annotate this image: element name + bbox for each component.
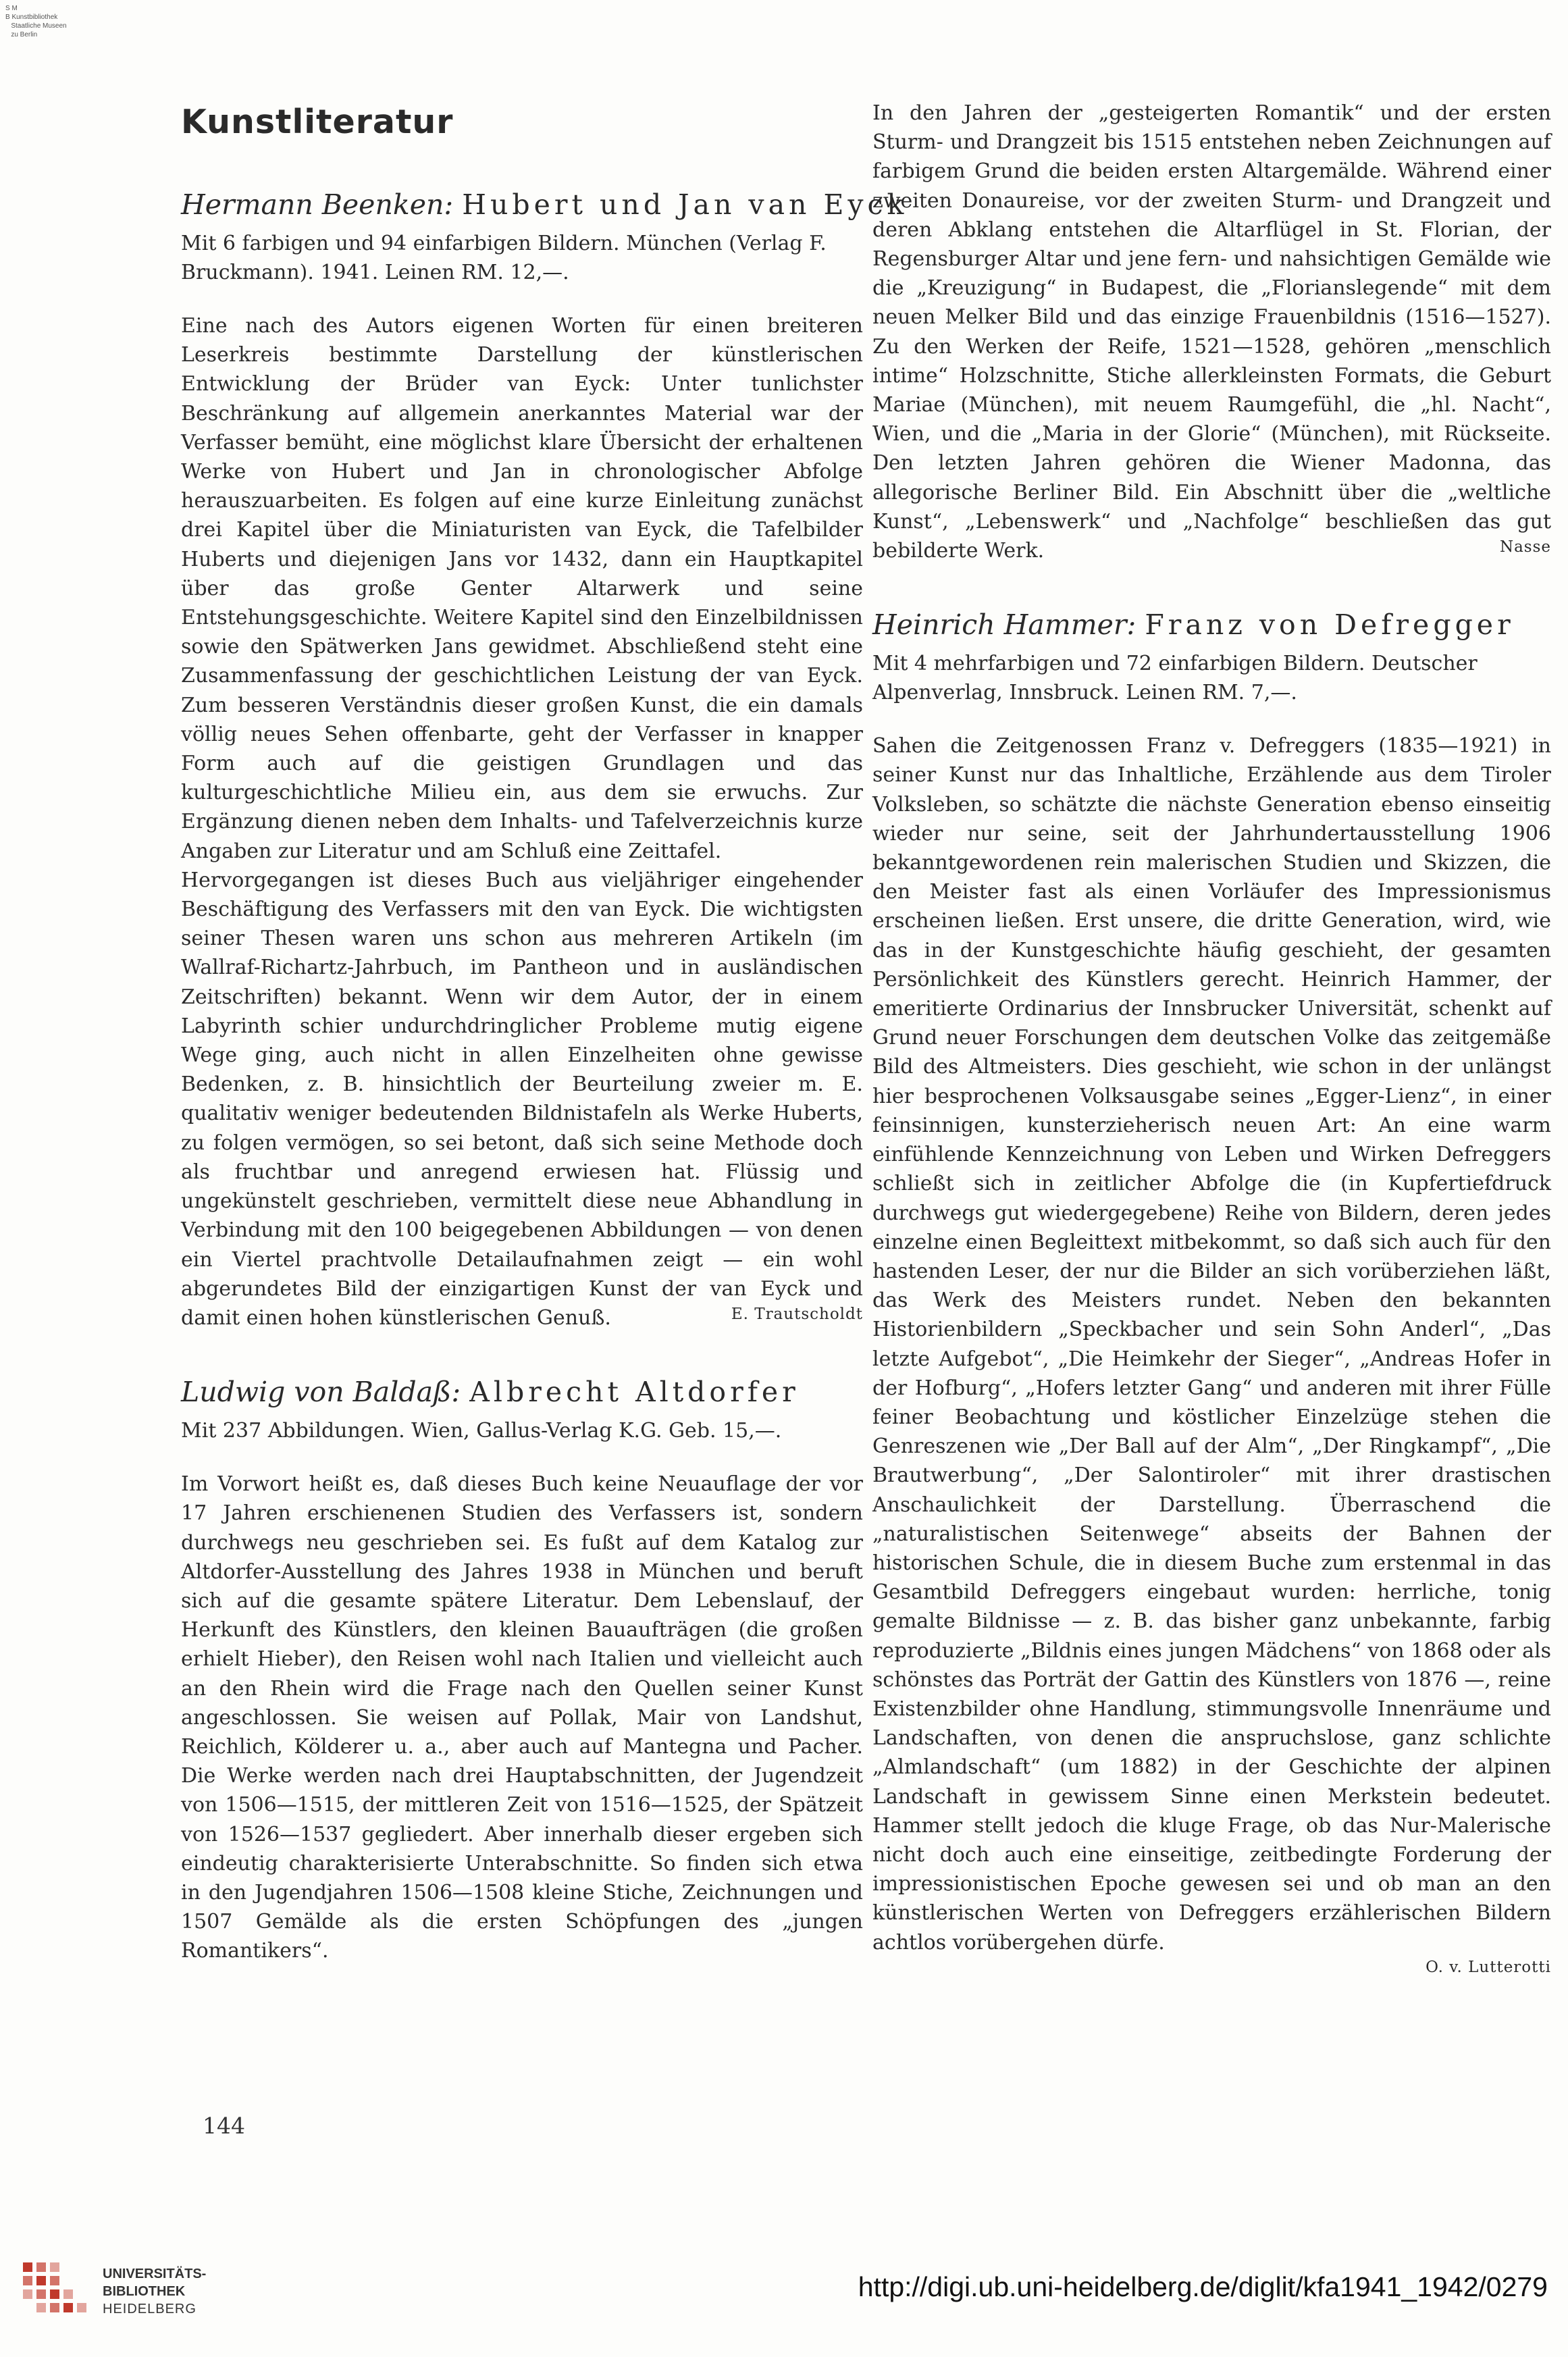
review-book-title: Hubert und Jan van Eyck [462, 188, 908, 221]
section-title: Kunstliteratur [181, 103, 454, 141]
review-book-title: Albrecht Altdorfer [469, 1376, 800, 1409]
left-column [181, 186, 908, 1966]
review-paragraph: In den Jahren der „gesteigerten Romantik“ und der ersten Sturm- und Drangzeit bis 1515 entstehen neben Zeichnungen auf farbigem Grund die beiden ersten Altargemälde. Während einer zweiten Donaureise, vor der zweiten Sturm- und Drangzeit und deren Abklang entstehen die Altarflügel in St. Florian, der Regensburger Altar und jene fern- und nahsichtigen Gemälde wie die „Kreuzigung“ in Budapest, die „Florianslegende“ mit dem neuen Melker Bild und das einzige Frauenbildnis (1516—1527). Zu den Werken der Reife, 1521—1528, gehören „menschlich intime“ Holzschnitte, Stiche allerkleinsten Formats, die Geburt Mariae (München), mit neuem Raumgefühl, die „hl. Nacht“, Wien, und die „Maria in der Glorie“ (München), mit Rückseite. Den letzten Jahren gehören die Wiener Madonna, das allegorische Berliner Bild. Ein Abschnitt über die „weltliche Kunst“, „Lebenswerk“ und „Nachfolge“ beschließen das gut bebilderte Werk. [872, 101, 1551, 563]
logo-line: BIBLIOTHEK [103, 2284, 186, 2299]
review-title-hammer [872, 606, 1551, 644]
review-author: Heinrich Hammer: [872, 608, 1136, 642]
review-body [181, 1470, 863, 1965]
review-title-beenken [181, 186, 908, 224]
right-column [872, 99, 1551, 2026]
review-signature: Nasse [1499, 538, 1551, 556]
review-bibliography: Mit 4 mehrfarbigen und 72 einfarbigen Bildern. Deutscher Alpenverlag, Innsbruck. Leinen RM. 7,—. [872, 652, 1478, 705]
review-book-title: Franz von Defregger [1145, 608, 1515, 642]
university-library-logo[interactable] [16, 2254, 246, 2335]
page-number: 144 [203, 2113, 245, 2139]
library-name [103, 2265, 206, 2318]
review-paragraph: Eine nach des Autors eigenen Worten für einen breiteren Leserkreis bestimmte Darstellung der künstlerischen Entwicklung der Brüder van Eyck: Unter tunlichster Beschränkung auf allgemein anerkanntes Material war der Verfasser bemüht, eine möglichst klare Übersicht der erhaltenen Werke von Hubert und Jan in chronologischer Abfolge herauszuarbeiten. Es folgen auf eine kurze Einleitung zunächst drei Kapitel über die Miniaturisten van Eyck, die Tafelbilder Huberts und diejenigen Jans vor 1432, dann ein Hauptkapitel über das große Genter Altarwerk und seine Entstehungsgeschichte. Weitere Kapitel sind den Einzelbildnissen sowie den Spätwerken Jans gewidmet. Abschließend steht eine Zusammenfassung der geschichtlichen Leistung der van Eyck. Zum besseren Verständnis dieser großen Kunst, die ein damals völlig neues Sehen offenbarte, geht der Verfasser in knapper Form auch auf die geistigen Grundlagen und das kulturgeschichtliche Milieu ein, aus dem sie erwuchs. Zur Ergänzung dienen neben dem Inhalts- und Tafelverzeichnis kurze Angaben zur Literatur und am Schluß eine Zeittafel. [181, 314, 863, 863]
review-author: Ludwig von Baldaß: [181, 1376, 461, 1409]
review-body [872, 731, 1551, 1957]
review-paragraph: Im Vorwort heißt es, daß dieses Buch keine Neuauflage der vor 17 Jahren erschienenen Studien des Verfassers ist, sondern durchwegs neu geschrieben sei. Es fußt auf dem Katalog zur Altdorfer-Ausstellung des Jahres 1938 in München und beruft sich auf die gesamte spätere Literatur. Dem Lebenslauf, der Herkunft des Künstlers, den kleinen Bauaufträgen (die großen erhielt Hieber), den Reisen wohl nach Italien und vielleicht auch an den Rhein wird die Frage nach den Quellen seiner Kunst angeschlossen. Sie weisen auf Pollak, Mair von Landshut, Reichlich, Kölderer u. a., aber auch auf Mantegna und Pacher. Die Werke werden nach drei Hauptabschnitten, der Jugendzeit von 1506—1515, der mittleren Zeit von 1516—1525, der Spätzeit von 1526—1537 gegliedert. Aber innerhalb dieser ergeben sich eindeutig charakterisierte Unterabschnitte. So finden sich etwa in den Jugendjahren 1506—1508 kleine Stiche, Zeichnungen und 1507 Gemälde als die ersten Schöpfungen des „jungen Romantikers“. [181, 1472, 863, 1963]
library-stamp: S M B Kunstbibliothek Staatliche Museen zu Berlin [5, 5, 67, 38]
review-title-baldass [181, 1373, 863, 1411]
review-signature: E. Trautscholdt [731, 1305, 863, 1324]
review-bibliography: Mit 237 Abbildungen. Wien, Gallus-Verlag K.G. Geb. 15,—. [181, 1419, 782, 1443]
review-paragraph: Hervorgegangen ist dieses Buch aus vieljähriger eingehender Beschäftigung des Verfassers mit den van Eyck. Die wichtigsten seiner Thesen waren uns schon aus mehreren Artikeln (im Wallraf-Richartz-Jahrbuch, im Pantheon und in ausländischen Zeitschriften) bekannt. Wenn wir dem Autor, der in einem Labyrinth schier undurchdringlicher Probleme mutig eigene Wege ging, auch nicht in allen Einzelheiten ohne gewisse Bedenken, z. B. hinsichtlich der Beurteilung zweier m. E. qualitativ weniger bedeutenden Bildnistafeln als Werke Huberts, zu folgen vermögen, so sei betont, daß sich seine Methode doch als fruchtbar und anregend erwiesen hat. Flüssig und ungekünstelt geschrieben, vermittelt diese neue Abhandlung in Verbindung mit den 100 beigegebenen Abbildungen — von denen ein Viertel prachtvolle Detailaufnahmen zeigt — ein wohl abgerundetes Bild der einzigartigen Kunst der van Eyck und damit einen hohen künstlerischen Genuß. [181, 868, 863, 1330]
logo-line: UNIVERSITÄTS- [103, 2267, 207, 2281]
review-body-continued [872, 99, 1551, 565]
review-author: Hermann Beenken: [181, 188, 454, 221]
library-emblem-icon [19, 2257, 93, 2331]
logo-line: HEIDELBERG [103, 2302, 197, 2316]
source-url-link[interactable]: http://digi.ub.uni-heidelberg.de/diglit/kfa1941_1942/0279 [858, 2271, 1548, 2302]
review-signature: O. v. Lutterotti [1426, 1958, 1551, 1976]
review-bibliography: Mit 6 farbigen und 94 einfarbigen Bildern. München (Verlag F. Bruckmann). 1941. Leinen RM. 12,—. [181, 232, 827, 284]
review-paragraph: Sahen die Zeitgenossen Franz v. Defreggers (1835—1921) in seiner Kunst nur das Inhaltliche, Erzählende aus dem Tiroler Volksleben, so schätzte die nächste Generation ebenso einseitig wieder nur seine, seit der Jahrhundertausstellung 1906 bekanntgewordenen rein malerischen Studien und Skizzen, die den Meister fast als einen Vorläufer des Impressionismus erscheinen ließen. Erst unsere, die dritte Generation, wird, wie das in der Kunstgeschichte häufig geschieht, der gesamten Persönlichkeit des Künstlers gerecht. Heinrich Hammer, der emeritierte Ordinarius der Innsbrucker Universität, schenkt auf Grund neuer Forschungen dem deutschen Volke das zeitgemäße Bild des Altmeisters. Dies geschieht, wie schon in der unlängst hier besprochenen Volksausgabe seines „Egger-Lienz“, in einer feinsinnigen, kunsterzieherisch neuen Art: An eine warm einfühlende Kennzeichnung von Leben und Wirken Defreggers schließt sich in zeitlicher Abfolge die (in Kupfertiefdruck durchwegs gut wiedergegebene) Reihe von Bildern, deren jedes einzelne einen Begleittext mitbekommt, so daß sich auch für den hastenden Leser, der nur die Bilder an sich vorüberziehen läßt, das Werk des Meisters rundet. Neben den bekannten Historienbildern „Speckbacher und sein Sohn Anderl“, „Das letzte Aufgebot“, „Die Heimkehr der Sieger“, „Andreas Hofer in der Hofburg“, „Hofers letzter Gang“ und anderen mit ihrer Fülle feiner Beobachtung und köstlicher Einzelzüge stehen die Genreszenen wie „Der Ball auf der Alm“, „Der Ringkampf“, „Die Brautwerbung“, „Der Salontiroler“ mit ihrer drastischen Anschaulichkeit der Darstellung. Überraschend die „naturalistischen Seitenwege“ abseits der Bahnen der historischen Schule, die in diesem Buche zum erstenmal in das Gesamtbild Defreggers eingebaut wurden: herrliche, tonig gemalte Bildnisse — z. B. das bisher ganz unbekannte, farbig reproduzierte „Bildnis eines jungen Mädchens“ von 1868 oder als schönstes das Porträt der Gattin des Künstlers von 1876 —, reine Existenzbilder ohne Handlung, stimmungsvolle Innenräume und Landschaften, von denen die anspruchslose, ganz schlichte „Almlandschaft“ (um 1882) in der Geschichte der alpinen Landschaft in gewissem Sinne einen Merkstein bedeutet. Hammer stellt jedoch die kluge Frage, ob das Nur-Malerische nicht doch auch eine einseitige, zeitbedingte Forderung der impressionistischen Epoche gewesen sei und ob man an den künstlerischen Werten von Defreggers erzählerischen Bildern achtlos vorübergehen dürfe. [872, 734, 1551, 1954]
review-body [181, 311, 863, 1332]
